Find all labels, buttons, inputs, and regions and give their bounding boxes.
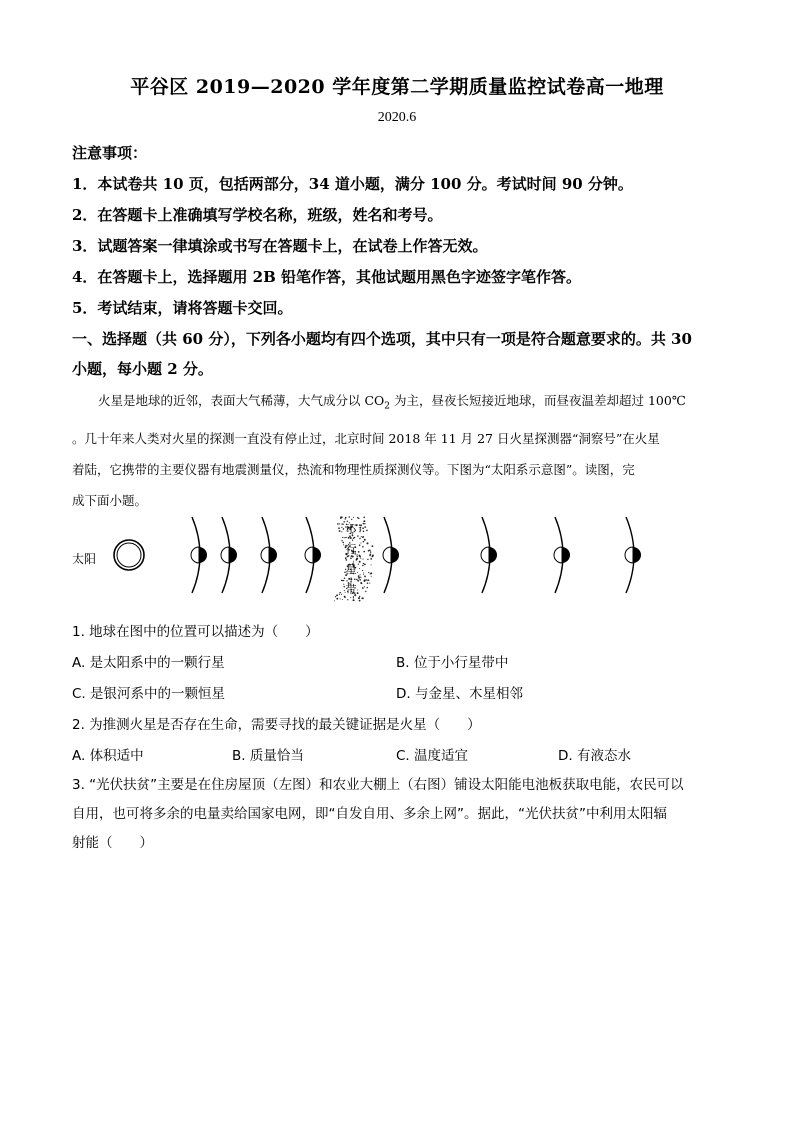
- question-2-option-d[interactable]: D. 有液态水: [558, 748, 631, 764]
- asteroid-dot: [362, 527, 364, 529]
- asteroid-dot: [363, 551, 365, 553]
- orbit-mars: [305, 517, 321, 593]
- asteroid-dot: [370, 553, 372, 555]
- section-heading-line2: 小题，每小题 2 分。: [72, 360, 213, 378]
- svg-text:行: 行: [345, 543, 357, 556]
- asteroid-dot: [367, 542, 369, 544]
- asteroid-dot: [341, 527, 342, 528]
- exam-date: 2020.6: [377, 110, 417, 125]
- asteroid-dot: [347, 599, 348, 600]
- asteroid-dot: [363, 531, 365, 533]
- section-heading-line1: 一、选择题（共 60 分），下列各小题均有四个选项，其中只有一项是符合题意要求的。共 30: [72, 330, 692, 348]
- asteroid-dot: [343, 528, 344, 529]
- asteroid-dot: [356, 559, 358, 561]
- asteroid-dot: [363, 523, 365, 525]
- asteroid-dot: [343, 524, 344, 525]
- asteroid-dot: [358, 551, 360, 553]
- asteroid-dot: [356, 554, 357, 555]
- question-3-stem: [72, 771, 732, 858]
- notice-heading: 注意事项：: [72, 144, 148, 162]
- asteroid-dot: [371, 556, 373, 558]
- asteroid-dot: [362, 587, 364, 589]
- asteroid-dot: [362, 559, 363, 560]
- asteroid-dot: [357, 592, 359, 594]
- asteroid-dot: [360, 558, 361, 559]
- asteroid-dot: [342, 537, 343, 538]
- question-1-stem: 1. 地球在图中的位置可以描述为（ ）: [72, 624, 319, 640]
- notice-item-2: 2．在答题卡上准确填写学校名称，班级，姓名和考号。: [72, 206, 443, 224]
- asteroid-dot: [350, 597, 351, 598]
- question-1-option-a[interactable]: A. 是太阳系中的一颗行星: [72, 655, 225, 671]
- asteroid-dot: [359, 544, 361, 546]
- asteroid-dot: [362, 570, 363, 571]
- asteroid-dot: [343, 584, 344, 585]
- orbit-earth: [261, 517, 277, 593]
- asteroid-dot: [353, 596, 354, 597]
- asteroid-dot: [358, 575, 360, 577]
- asteroid-dot: [353, 537, 355, 539]
- asteroid-dot: [359, 527, 361, 529]
- asteroid-dot: [363, 541, 365, 543]
- asteroid-dot: [340, 592, 341, 593]
- asteroid-dot: [360, 542, 361, 543]
- asteroid-dot: [367, 582, 369, 584]
- asteroid-dot: [344, 537, 345, 538]
- asteroid-dot: [360, 529, 362, 531]
- asteroid-dot: [363, 563, 364, 564]
- asteroid-dot: [357, 556, 358, 557]
- asteroid-dot: [366, 530, 368, 532]
- asteroid-dot: [356, 579, 358, 581]
- asteroid-dot: [337, 523, 339, 525]
- asteroid-dot: [344, 577, 345, 578]
- asteroid-dot: [346, 559, 348, 561]
- orbit-venus: [221, 517, 237, 593]
- asteroid-dot: [345, 557, 346, 558]
- exam-title: 平谷区 2019—2020 学年度第二学期质量监控试卷高一地理: [130, 76, 664, 98]
- asteroid-dot: [334, 600, 335, 601]
- asteroid-dot: [359, 579, 361, 581]
- asteroid-dot: [353, 561, 354, 562]
- question-3-line-1: 3. “光伏扶贫”主要是在住房屋顶（左图）和农业大棚上（右图）铺设太阳能电池板获取电能，农民可以: [72, 777, 684, 793]
- asteroid-dot: [359, 525, 360, 526]
- passage-line-2: 。几十年来人类对火星的探测一直没有停止过，北京时间 2018 年 11 月 27 日火星探测器“洞察号”在火星: [72, 430, 660, 446]
- asteroid-dot: [339, 594, 340, 595]
- asteroid-dot: [359, 538, 360, 539]
- asteroid-dot: [344, 596, 346, 598]
- asteroid-dot: [350, 537, 352, 539]
- asteroid-dot: [371, 576, 372, 577]
- orbit-mercury: [191, 517, 207, 593]
- svg-text:星: 星: [345, 563, 357, 576]
- asteroid-dot: [364, 576, 366, 578]
- notice-item-5: 5．考试结束，请将答题卡交回。: [72, 299, 293, 317]
- orbit-saturn: [481, 517, 497, 593]
- asteroid-dot: [364, 580, 366, 582]
- asteroid-dot: [353, 517, 354, 518]
- asteroid-dot: [370, 573, 371, 574]
- asteroid-dot: [359, 561, 361, 563]
- asteroid-dot: [349, 516, 350, 517]
- asteroid-dot: [360, 524, 362, 526]
- orbit-neptune: [625, 517, 641, 593]
- asteroid-dot: [371, 564, 372, 565]
- asteroid-dot: [360, 582, 362, 584]
- asteroid-dot: [365, 579, 367, 581]
- passage-line-4: 成下面小题。: [72, 492, 148, 508]
- asteroid-dot: [370, 551, 372, 553]
- asteroid-dot: [341, 523, 342, 524]
- asteroid-dot: [341, 516, 343, 518]
- asteroid-dot: [359, 596, 360, 597]
- asteroid-dot: [357, 572, 358, 573]
- asteroid-dot: [336, 598, 338, 600]
- svg-text:小: 小: [345, 523, 357, 536]
- notice-item-3: 3．试题答案一律填涂或书写在答题卡上，在试卷上作答无效。: [72, 237, 488, 255]
- asteroid-dot: [346, 580, 347, 581]
- asteroid-dot: [364, 564, 366, 566]
- passage-line-3: 着陆，它携带的主要仪器有地震测量仪，热流和物理性质探测仪等。下图为“太阳系示意图”。读图，完: [72, 461, 635, 477]
- asteroid-dot: [351, 519, 352, 520]
- question-2-option-a[interactable]: A. 体积适中: [72, 748, 144, 764]
- asteroid-dot: [357, 590, 358, 591]
- question-1-option-b[interactable]: B. 位于小行星带中: [396, 655, 509, 671]
- asteroid-dot: [360, 577, 361, 578]
- asteroid-dot: [363, 574, 364, 575]
- asteroid-dot: [348, 578, 350, 580]
- asteroid-dot: [363, 572, 364, 573]
- asteroid-dot: [341, 580, 342, 581]
- asteroid-dot: [361, 536, 362, 537]
- question-2-option-b[interactable]: B. 质量恰当: [232, 748, 304, 764]
- asteroid-dot: [359, 600, 361, 602]
- asteroid-dot: [336, 594, 338, 596]
- asteroid-dot: [364, 526, 366, 528]
- asteroid-dot: [358, 597, 360, 599]
- asteroid-dot: [359, 568, 360, 569]
- question-3-line-3: 射能（ ）: [72, 835, 153, 851]
- asteroid-dot: [343, 580, 344, 581]
- asteroid-dot: [362, 546, 364, 548]
- asteroid-dot: [363, 520, 365, 522]
- asteroid-dot: [339, 523, 340, 524]
- asteroid-dot: [341, 540, 342, 541]
- asteroid-dot: [367, 579, 369, 581]
- asteroid-dot: [363, 516, 365, 518]
- passage-line-1: 火星是地球的近邻，表面大气稀薄，大气成分以 $CO_2$ 为主，昼夜长短接近地球，而昼夜温差却超过 100℃: [98, 393, 686, 412]
- asteroid-dot: [346, 537, 347, 538]
- sun-icon: [114, 540, 144, 570]
- asteroid-dot: [359, 556, 361, 558]
- asteroid-dot: [354, 600, 355, 601]
- asteroid-dot: [350, 557, 352, 559]
- asteroid-dot: [345, 518, 346, 519]
- orbit-uranus: [554, 517, 570, 593]
- asteroid-dot: [361, 598, 362, 599]
- asteroid-dot: [350, 578, 352, 580]
- question-2-option-c[interactable]: C. 温度适宜: [396, 748, 469, 764]
- passage: [72, 385, 732, 516]
- asteroid-dot: [364, 523, 365, 524]
- asteroid-dot: [343, 542, 345, 544]
- asteroid-dot: [364, 539, 366, 541]
- asteroid-dot: [347, 521, 348, 522]
- asteroid-dot: [341, 531, 342, 532]
- asteroid-dot: [339, 530, 341, 532]
- asteroid-dot: [338, 527, 340, 529]
- question-2-stem: 2. 为推测火星是否存在生命，需要寻找的最关键证据是火星（ ）: [72, 717, 481, 733]
- question-1-option-c[interactable]: C. 是银河系中的一颗恒星: [72, 686, 226, 702]
- asteroid-dot: [370, 558, 372, 560]
- orbit-jupiter: [383, 517, 399, 593]
- asteroid-dot: [353, 597, 354, 598]
- asteroid-dot: [335, 596, 336, 597]
- asteroid-dot: [369, 555, 370, 556]
- solar-system-diagram: [68, 515, 668, 605]
- asteroid-dot: [365, 591, 366, 592]
- asteroid-dot: [358, 518, 359, 519]
- asteroid-dot: [351, 577, 352, 578]
- asteroid-dot: [359, 531, 360, 532]
- asteroid-dot: [358, 577, 360, 579]
- asteroid-dot: [367, 587, 368, 588]
- asteroid-dot: [368, 572, 369, 573]
- sun-label: 太阳: [72, 552, 97, 566]
- asteroid-dot: [371, 545, 373, 547]
- notice-item-1: 1．本试卷共 10 页，包括两部分，34 道小题，满分 100 分。考试时间 90 分钟。: [72, 175, 633, 193]
- asteroid-dot: [342, 599, 343, 600]
- asteroid-dot: [360, 574, 361, 575]
- asteroid-dot: [367, 559, 368, 560]
- svg-text:带: 带: [345, 583, 357, 596]
- asteroid-dot: [341, 594, 342, 595]
- asteroid-dot: [340, 598, 341, 599]
- asteroid-dot: [357, 535, 359, 537]
- asteroid-dot: [354, 579, 356, 581]
- asteroid-dot: [345, 517, 347, 519]
- asteroid-dot: [362, 536, 364, 538]
- asteroid-dot: [358, 564, 359, 565]
- asteroid-dot: [368, 550, 369, 551]
- notice-item-4: 4．在答题卡上，选择题用 2B 铅笔作答，其他试题用黑色字迹签字笔作答。: [72, 268, 581, 286]
- asteroid-dot: [369, 583, 370, 584]
- asteroid-dot: [364, 586, 365, 587]
- asteroid-dot: [369, 549, 371, 551]
- asteroid-dot: [343, 544, 344, 545]
- question-1-option-d[interactable]: D. 与金星、木星相邻: [396, 686, 523, 702]
- question-3-line-2: 自用，也可将多余的电量卖给国家电网，即“自发自用、多余上网”。据此，“光伏扶贫”中利用太阳辐: [72, 806, 667, 822]
- asteroid-dot: [348, 537, 350, 539]
- asteroid-dot: [352, 540, 353, 541]
- asteroid-dot: [357, 580, 359, 582]
- asteroid-dot: [351, 580, 352, 581]
- asteroid-dot: [362, 565, 363, 566]
- asteroid-belt-label: [346, 522, 358, 596]
